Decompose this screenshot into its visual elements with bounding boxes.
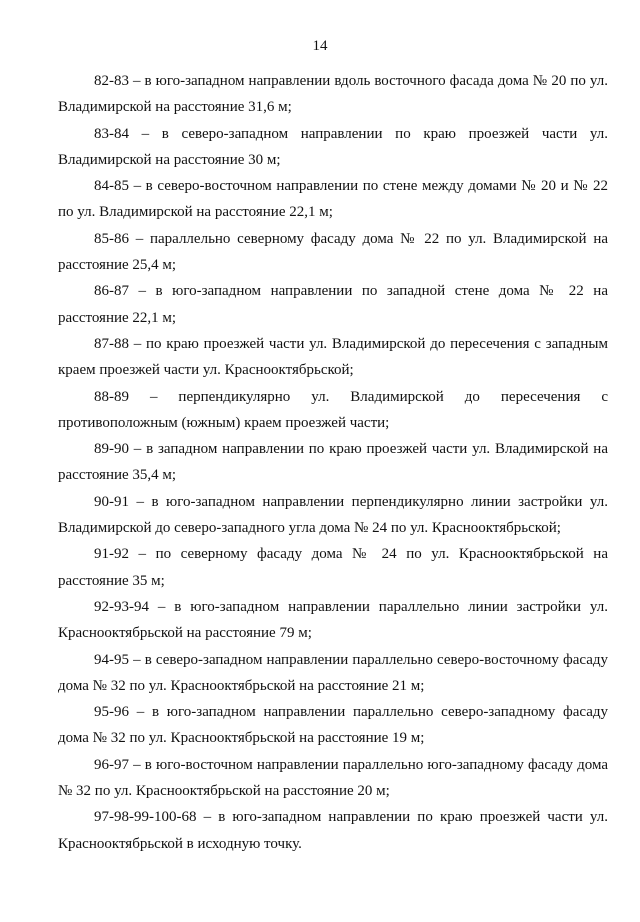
page-number: 14	[312, 38, 328, 54]
boundary-segment-86-87: 86-87 – в юго-западном направлении по западной стене дома № 22 на расстояние 22,1 м;	[58, 283, 608, 326]
boundary-segment-91-92: 91-92 – по северному фасаду дома № 24 по ул. Краснооктябрьской на расстояние 35 м;	[58, 546, 608, 589]
boundary-segment-90-91: 90-91 – в юго-западном направлении перпендикулярно линии застройки ул. Владимирской до северо-западного угла дома № 24 по ул. Краснооктябрьской;	[58, 493, 608, 537]
boundary-segment-95-96: 95-96 – в юго-западном направлении параллельно северо-западному фасаду дома № 32 по ул. Краснооктябрьской на расстояние 19 м;	[58, 704, 608, 747]
boundary-segment-88-89: 88-89 – перпендикулярно ул. Владимирской до пересечения с противоположным (южным) краем проезжей части;	[58, 388, 608, 431]
boundary-segment-84-85: 84-85 – в северо-восточном направлении по стене между домами № 20 и № 22 по ул. Владимирской на расстояние 22,1 м;	[58, 178, 608, 221]
boundary-segment-97-68: 97-98-99-100-68 – в юго-западном направлении по краю проезжей части ул. Краснооктябрьской в исходную точку.	[58, 809, 608, 852]
boundary-segment-85-86: 85-86 – параллельно северному фасаду дома № 22 по ул. Владимирской на расстояние 25,4 м;	[58, 230, 608, 274]
boundary-segment-87-88: 87-88 – по краю проезжей части ул. Владимирской до пересечения с западным краем проезжей части ул. Краснооктябрьской;	[58, 335, 608, 379]
boundary-segment-96-97: 96-97 – в юго-восточном направлении параллельно юго-западному фасаду дома № 32 по ул. Краснооктябрьской на расстояние 20 м;	[58, 756, 608, 800]
boundary-segment-83-84: 83-84 – в северо-западном направлении по краю проезжей части ул. Владимирской на расстояние 30 м;	[58, 125, 608, 168]
boundary-segment-89-90: 89-90 – в западном направлении по краю проезжей части ул. Владимирской на расстояние 35,4 м;	[58, 441, 608, 484]
boundary-segment-82-83: 82-83 – в юго-западном направлении вдоль восточного фасада дома № 20 по ул. Владимирской на расстояние 31,6 м;	[58, 73, 608, 116]
boundary-segment-94-95: 94-95 – в северо-западном направлении параллельно северо-восточному фасаду дома № 32 по ул. Краснооктябрьской на расстояние 21 м;	[58, 651, 608, 694]
document-body	[58, 68, 608, 857]
boundary-segment-92-94: 92-93-94 – в юго-западном направлении параллельно линии застройки ул. Краснооктябрьской на расстояние 79 м;	[58, 598, 608, 642]
